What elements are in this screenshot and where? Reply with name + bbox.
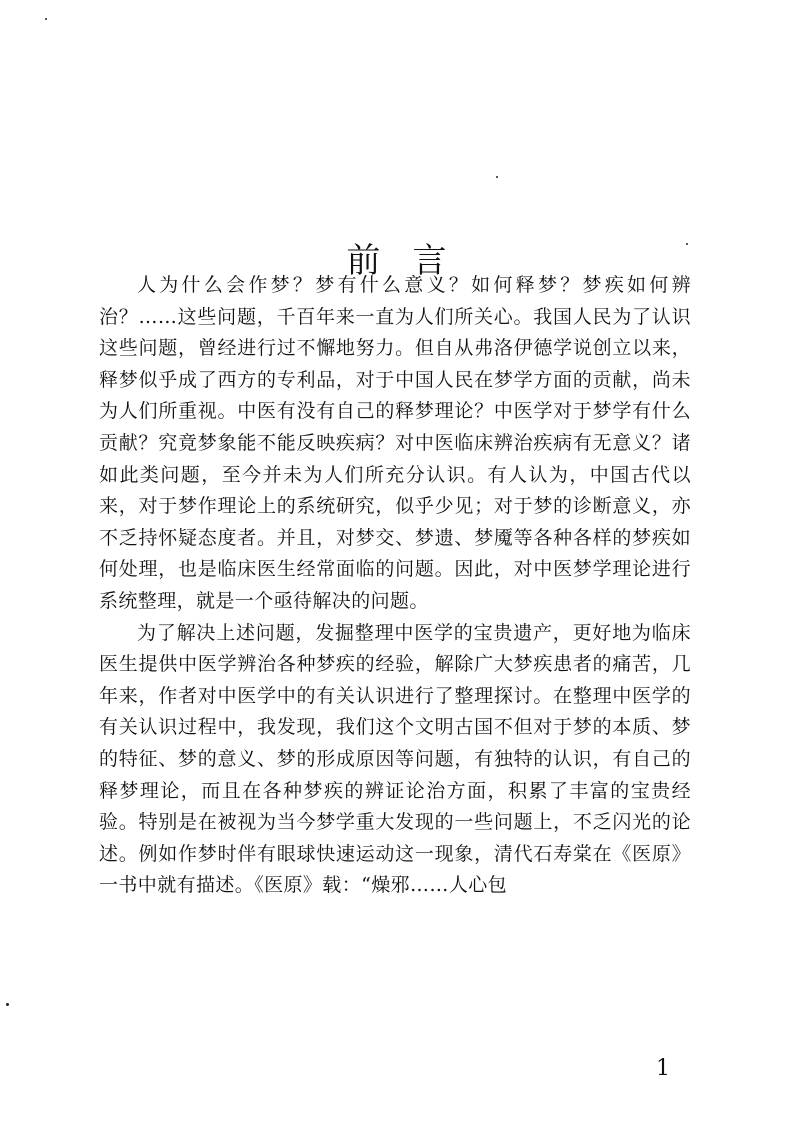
paragraph-2: 为了解决上述问题，发掘整理中医学的宝贵遗产，更好地为临床医生提供中医学辨治各种梦疾的经验，解除广大梦疾患者的痛苦，几年来，作者对中医学中的有关认识进行了整理探讨。在整理中医学的有关认识过程中，我发现，我们这个文明古国不但对于梦的本质、梦的特征、梦的意义、梦的形成原因等问题，有独特的认识，有自己的释梦理论，而且在各种梦疾的辨证论治方面，积累了丰富的宝贵经验。特别是在被视为当今梦学重大发现的一些问题上，不乏闪光的论述。例如作梦时伴有眼球快速运动这一现象，清代石寿棠在《医原》一书中就有描述。《医原》载：“燥邪……人心包	[99, 621, 691, 897]
scan-speck	[45, 18, 47, 20]
paragraph-1: 人为什么会作梦？梦有什么意义？如何释梦？梦疾如何辨治？……这些问题，千百年来一直为人们所关心。我国人民为了认识这些问题，曾经进行过不懈地努力。但自从弗洛伊德学说创立以来，释梦似乎成了西方的专利品，对于中国人民在梦学方面的贡献，尚未为人们所重视。中医有没有自己的释梦理论？中医学对于梦学有什么贡献？究竟梦象能不能反映疾病？对中医临床辨治疾病有无意义？诸如此类问题，至今并未为人们所充分认识。有人认为，中国古代以来，对于梦作理论上的系统研究，似乎少见；对于梦的诊断意义，亦不乏持怀疑态度者。并且，对梦交、梦遗、梦魇等各种各样的梦疾如何处理，也是临床医生经常面临的问题。因此，对中医梦学理论进行系统整理，就是一个亟待解决的问题。	[99, 274, 691, 612]
body-text	[99, 270, 691, 902]
page-title: 前言	[346, 240, 479, 281]
scan-speck	[496, 176, 498, 178]
scan-speck	[6, 1003, 9, 1006]
page-number: 1	[656, 1056, 670, 1081]
